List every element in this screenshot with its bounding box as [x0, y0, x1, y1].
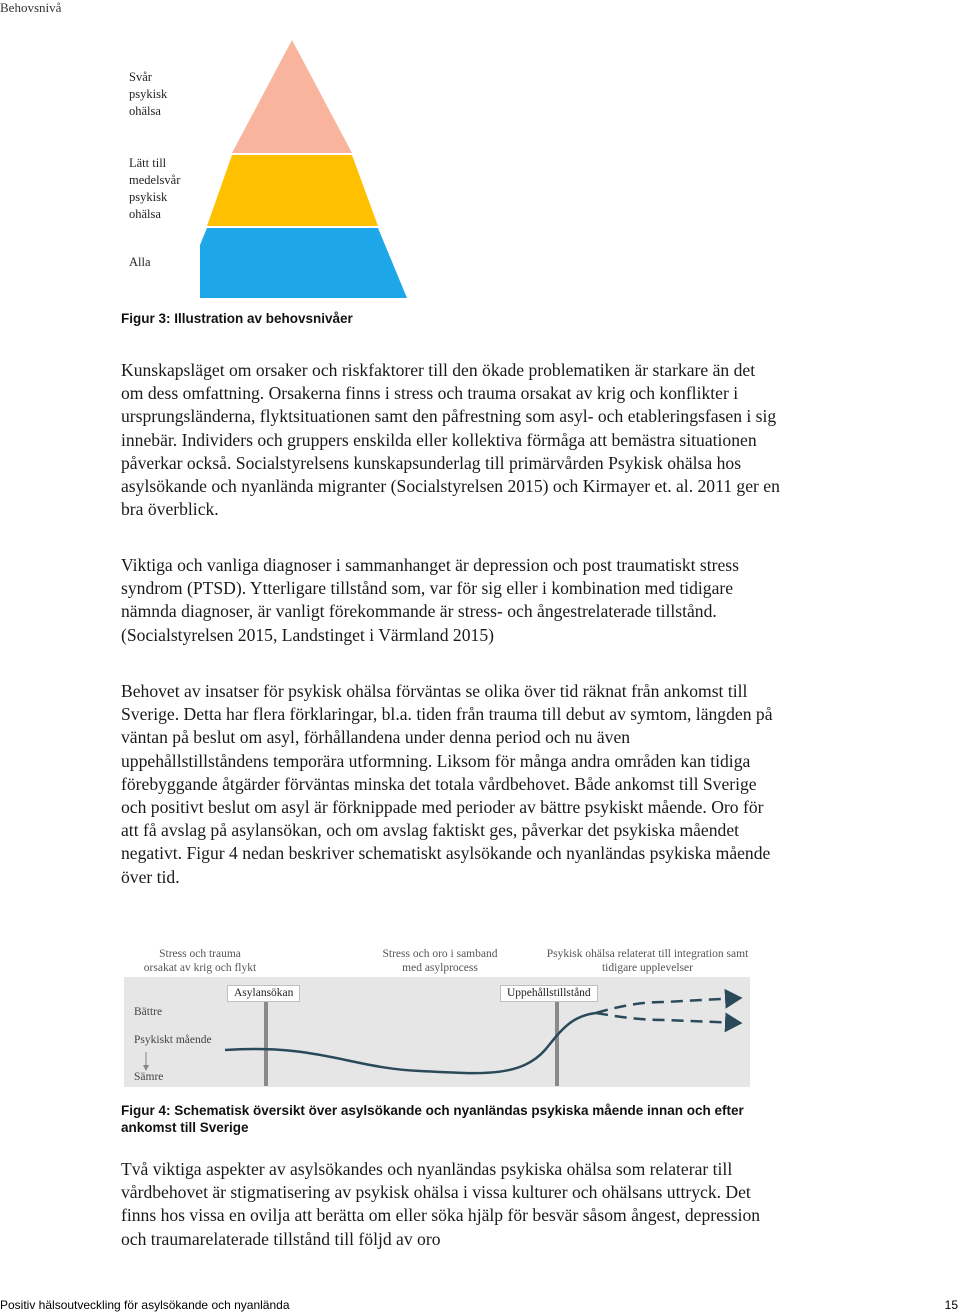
paragraph-3: Behovet av insatser för psykisk ohälsa förväntas se olika över tid räknat från ankomst till Sverige. Detta har flera förklaringar, bl.a. tiden från trauma till debut av symtom, längden på väntan på beslut om asyl, förhållandena under denna period och nu även uppehållstillståndens temporära utformning. Liksom för många andra områden kan tidiga förebyggande åtgärder förväntas minska det totala vårdbehovet. Både ankomst till Sverige och positivt beslut om asyl är förknippade med perioder av bättre psykiskt mående. Oro för att få avslag på asylansökan, och om avslag faktiskt ges, påverkar det psykiska måendet negativt. Figur 4 nedan beskriver schematiskt asylsökande och nyanländas psykiska mående över tid. [121, 681, 773, 887]
paragraph-4: Två viktiga aspekter av asylsökandes och nyanländas psykiska ohälsa som relaterar till vårdbehovet är stigmatisering av psykisk ohälsa i vissa kulturer och ohälsans uttryck. Det finns hos vissa en ovilja att berätta om eller söka hjälp för besvär såsom ångest, depression och traumarelaterade tillstånd till följd av oro [121, 1159, 761, 1249]
figure4-heading-trauma: Stress och trauma orsakat av krig och flykt [143, 948, 257, 974]
tag-asylum-application: Asylansökan [227, 985, 300, 1002]
figure4 [120, 940, 760, 1090]
future-path-upper [596, 998, 740, 1013]
axis-worse-label: Sämre [134, 1071, 164, 1083]
paragraph-1: Kunskapsläget om orsaker och riskfaktorer till den ökade problematiken är starkare än det om dess omfattning. Orsakerna finns i stress och trauma orsakat av krig och konflikter i ursprungsländerna, flyktsituationen samt den påfrestning som asyl- och etableringsfasen i sig innebär. Individers och gruppers enskilda eller kollektiva förmåga att bemästra situationen påverkar också. Socialstyrelsens kunskapsunderlag till primärvården Psykisk ohälsa hos asylsökande och nyanlända migranter (Socialstyrelsen 2015) och Kirmayer et. al. 2011 ger en bra överblick. [121, 360, 780, 520]
pyramid-label-mild: Lätt till medelsvår psykisk ohälsa [129, 156, 181, 221]
future-path-lower [596, 1013, 740, 1023]
axis-better-label: Bättre [134, 1006, 163, 1018]
pyramid-tier-all [200, 228, 407, 298]
figure4-caption: Figur 4: Schematisk översikt över asylsökande och nyanländas psykiska mående innan och efter ankomst till Sverige [121, 1103, 744, 1135]
wellbeing-curve [225, 1013, 596, 1073]
footer-document-title: Positiv hälsoutveckling för asylsökande och nyanlända [0, 1298, 290, 1312]
figure4-heading-integration: Psykisk ohälsa relaterat till integration samt tidigare upplevelser [546, 948, 749, 974]
pyramid-label-all: Alla [129, 255, 151, 269]
figure3-heading: Behovsnivå [0, 0, 62, 15]
figure3-caption: Figur 3: Illustration av behovsnivåer [121, 311, 353, 326]
needs-pyramid [200, 40, 410, 300]
tag-residence-permit: Uppehållstillstånd [500, 985, 598, 1002]
axis-wellbeing-label: Psykiskt mående [134, 1034, 212, 1046]
wellbeing-curve-graph [120, 940, 760, 1090]
pyramid-label-severe: Svår psykisk ohälsa [129, 70, 168, 118]
paragraph-2: Viktiga och vanliga diagnoser i sammanhanget är depression och post traumatiskt stress syndrom (PTSD). Ytterligare tillstånd som, var för sig eller i kombination med tidigare nämnda diagnoser, är vanligt förekommande är stress- och ångestrelaterade tillstånd. (Socialstyrelsen 2015, Landstinget i Värmland 2015) [121, 555, 739, 645]
pyramid-tier-mild [207, 155, 378, 226]
footer-page-number: 15 [944, 1298, 958, 1312]
figure4-heading-asylum: Stress och oro i samband med asylprocess [382, 948, 498, 974]
pyramid-tier-severe [232, 40, 352, 153]
